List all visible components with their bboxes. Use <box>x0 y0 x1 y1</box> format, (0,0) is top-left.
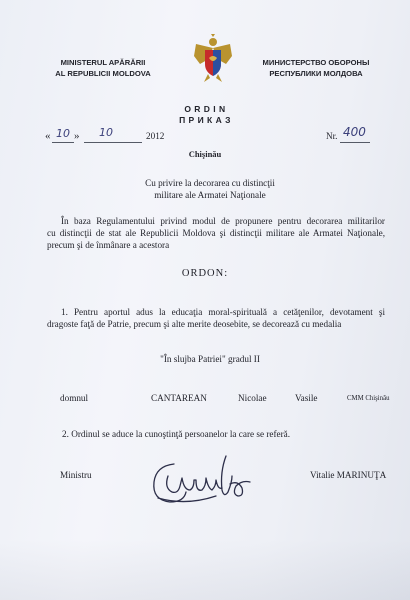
date-month-underline <box>84 142 142 143</box>
date-month: 10 <box>99 126 113 139</box>
ordon-heading: ORDON: <box>181 268 229 279</box>
date-close-quote: » <box>74 130 80 142</box>
point-1 <box>47 306 385 330</box>
order-number-value: 400 <box>343 125 366 139</box>
moldova-coat-of-arms-icon <box>192 34 234 84</box>
title-ro: O R D I N <box>184 104 226 114</box>
preamble <box>47 215 385 252</box>
date-day: 10 <box>56 127 70 140</box>
document-title <box>165 104 245 126</box>
medal-name: "În slujba Patriei" gradul II <box>160 354 260 364</box>
header-left <box>44 57 162 79</box>
ministry-name-ro: MINISTERUL APĂRĂRII <box>60 58 146 67</box>
preamble-line-3: precum şi de înmânare a acestora <box>47 240 170 251</box>
recipient-title: domnul <box>60 393 89 403</box>
date-open-quote: « <box>45 130 51 142</box>
date-year: 2012 <box>146 131 165 141</box>
recipient-patronymic: Vasile <box>295 393 318 403</box>
order-number-underline <box>340 142 370 143</box>
point-1-line-2: dragoste faţă de Patrie, precum şi alte merite deosebite, se decorează cu medalia <box>47 319 342 330</box>
header-right <box>254 57 378 79</box>
point-2: 2. Ordinul se aduce la cunoştinţă persoanelor la care se referă. <box>62 429 291 439</box>
recipient-surname: CANTAREAN <box>151 393 207 403</box>
recipient-first-name: Nicolae <box>238 393 267 403</box>
subject <box>120 177 300 201</box>
signature-name: Vitalie MARINUŢA <box>310 470 387 480</box>
recipient-unit: CMM Chişinău <box>347 395 390 402</box>
subject-line-1: Cu privire la decorarea cu distincţii <box>145 178 275 188</box>
preamble-line-2: cu distincţii de stat ale Republicii Moldova şi distincţii militare ale Armatei Naţionale, <box>47 228 385 239</box>
point-1-line-1: 1. Pentru aportul adus la educaţia moral-spirituală a cetăţenilor, devotament şi <box>61 307 385 317</box>
handwritten-signature <box>146 452 256 514</box>
page-fold-shadow <box>0 540 410 600</box>
ministry-name-ru: МИНИСТЕРСТВО ОБОРОНЫ <box>262 58 370 67</box>
signature-role: Ministru <box>60 470 92 480</box>
order-number-label: Nr. <box>326 131 338 141</box>
ministry-country-ru: РЕСПУБЛИКИ МОЛДОВА <box>269 69 363 78</box>
preamble-line-1: În baza Regulamentului privind modul de propunere pentru decorarea militarilor <box>61 216 385 226</box>
date-day-underline <box>52 142 74 143</box>
title-ru: П Р И К А З <box>179 115 231 125</box>
subject-line-2: militare ale Armatei Naţionale <box>154 190 266 200</box>
ministry-country-ro: AL REPUBLICII MOLDOVA <box>55 69 151 78</box>
place: Chişinău <box>188 149 222 159</box>
